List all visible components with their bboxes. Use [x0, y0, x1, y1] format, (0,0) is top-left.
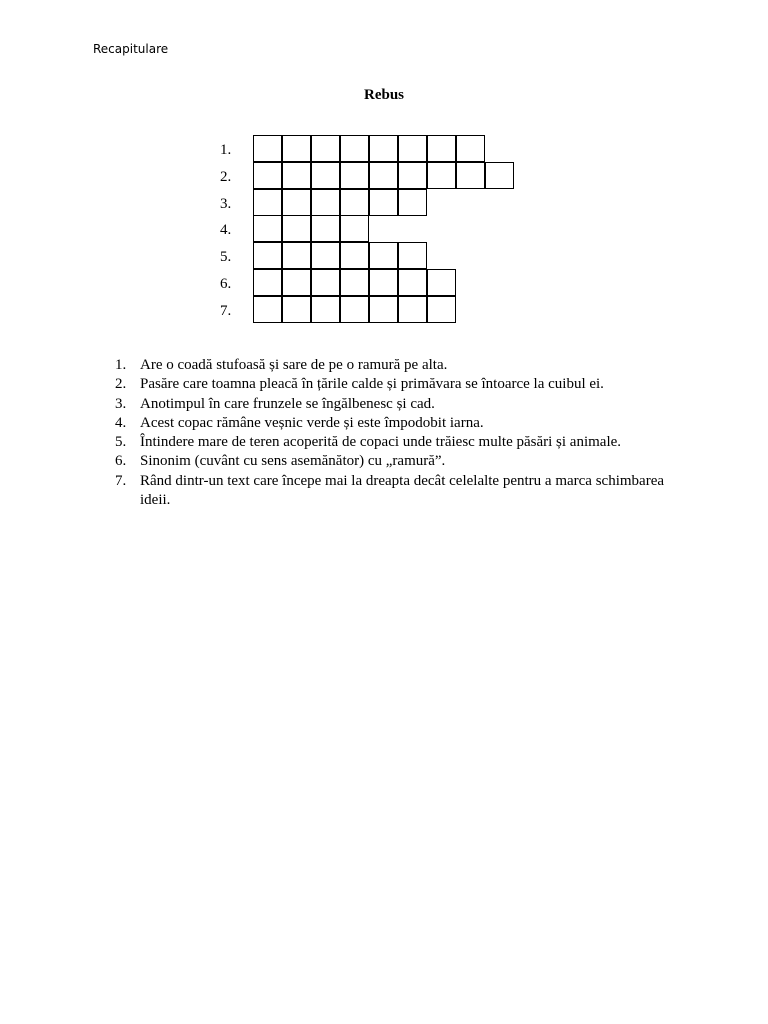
- crossword-cell[interactable]: [427, 296, 456, 323]
- clue-text: Acest copac rămâne veșnic verde și este împodobit iarna.: [140, 414, 484, 431]
- crossword-cell[interactable]: [340, 296, 369, 323]
- crossword-cell[interactable]: [253, 215, 282, 242]
- crossword-cell[interactable]: [340, 242, 369, 269]
- clue-number: 1.: [115, 357, 127, 373]
- crossword-cell[interactable]: [311, 189, 340, 216]
- clue-item: [115, 433, 675, 452]
- crossword-cell[interactable]: [282, 269, 311, 296]
- crossword-cell[interactable]: [369, 242, 398, 269]
- crossword-row-number: 3.: [220, 195, 232, 212]
- crossword-cell[interactable]: [282, 135, 311, 162]
- clue-item: [115, 452, 675, 471]
- crossword-cell[interactable]: [253, 135, 282, 162]
- crossword-cell[interactable]: [398, 296, 427, 323]
- crossword-cell[interactable]: [253, 189, 282, 216]
- crossword-cell[interactable]: [369, 269, 398, 296]
- clue-number: 7.: [115, 472, 127, 489]
- crossword-cell[interactable]: [369, 162, 398, 189]
- clue-text: Pasăre care toamna pleacă în țările calde și primăvara se întoarce la cuibul ei.: [140, 376, 604, 393]
- crossword-cell[interactable]: [398, 189, 427, 216]
- crossword-cell[interactable]: [282, 242, 311, 269]
- clue-text: Întindere mare de teren acoperită de copaci unde trăiesc multe păsări și animale.: [140, 434, 622, 451]
- crossword-row-number: 5.: [220, 249, 232, 266]
- crossword-cell[interactable]: [311, 296, 340, 323]
- clue-item: [115, 395, 675, 414]
- crossword-cell[interactable]: [311, 269, 340, 296]
- clue-text: Rând dintr-un text care începe mai la dreapta decât celelalte pentru a marca schimbarea ideii.: [140, 472, 665, 509]
- page-title: Rebus: [363, 87, 404, 103]
- crossword-cell[interactable]: [369, 189, 398, 216]
- crossword-cell[interactable]: [340, 162, 369, 189]
- crossword-cell[interactable]: [456, 135, 485, 162]
- crossword-cell[interactable]: [340, 135, 369, 162]
- crossword-cell[interactable]: [340, 269, 369, 296]
- crossword-row-number: 1.: [220, 142, 232, 158]
- crossword-cell[interactable]: [398, 162, 427, 189]
- crossword-row-number: 6.: [220, 276, 232, 292]
- clue-item: [115, 472, 675, 511]
- crossword-cell[interactable]: [398, 135, 427, 162]
- crossword-cell[interactable]: [485, 162, 514, 189]
- clue-text: Sinonim (cuvânt cu sens asemănător) cu „ramură”.: [140, 453, 446, 470]
- crossword-cell[interactable]: [282, 189, 311, 216]
- crossword-cell[interactable]: [282, 215, 311, 242]
- crossword-row-number: 7.: [220, 302, 232, 319]
- crossword-cell[interactable]: [427, 269, 456, 296]
- crossword-cell[interactable]: [253, 296, 282, 323]
- clue-item: [115, 414, 675, 433]
- crossword-cell[interactable]: [427, 135, 456, 162]
- crossword-cell[interactable]: [253, 269, 282, 296]
- crossword-cell[interactable]: [282, 296, 311, 323]
- crossword-row-number: 4.: [220, 222, 232, 239]
- crossword-row-number: 2.: [220, 168, 232, 185]
- crossword-cell[interactable]: [369, 135, 398, 162]
- clue-number: 4.: [115, 414, 127, 431]
- crossword-cell[interactable]: [369, 296, 398, 323]
- crossword-cell[interactable]: [427, 162, 456, 189]
- crossword-cell[interactable]: [340, 215, 369, 242]
- crossword-cell[interactable]: [282, 162, 311, 189]
- crossword-cell[interactable]: [253, 162, 282, 189]
- clue-number: 6.: [115, 453, 127, 470]
- crossword-cell[interactable]: [340, 189, 369, 216]
- clue-number: 5.: [115, 434, 127, 451]
- clue-text: Are o coadă stufoasă și sare de pe o ramură pe alta.: [140, 357, 448, 373]
- clue-list: [115, 356, 675, 510]
- crossword-cell[interactable]: [253, 242, 282, 269]
- crossword-cell[interactable]: [398, 269, 427, 296]
- crossword-cell[interactable]: [311, 215, 340, 242]
- document-header: Recapitulare: [93, 42, 169, 56]
- clue-number: 2.: [115, 376, 127, 393]
- clue-number: 3.: [115, 395, 127, 412]
- crossword-cell[interactable]: [311, 242, 340, 269]
- crossword-cell[interactable]: [311, 162, 340, 189]
- crossword-cell[interactable]: [398, 242, 427, 269]
- clue-text: Anotimpul în care frunzele se îngălbenesc și cad.: [140, 395, 435, 412]
- clue-item: [115, 375, 675, 394]
- crossword-cell[interactable]: [311, 135, 340, 162]
- clue-item: [115, 356, 675, 375]
- crossword-cell[interactable]: [456, 162, 485, 189]
